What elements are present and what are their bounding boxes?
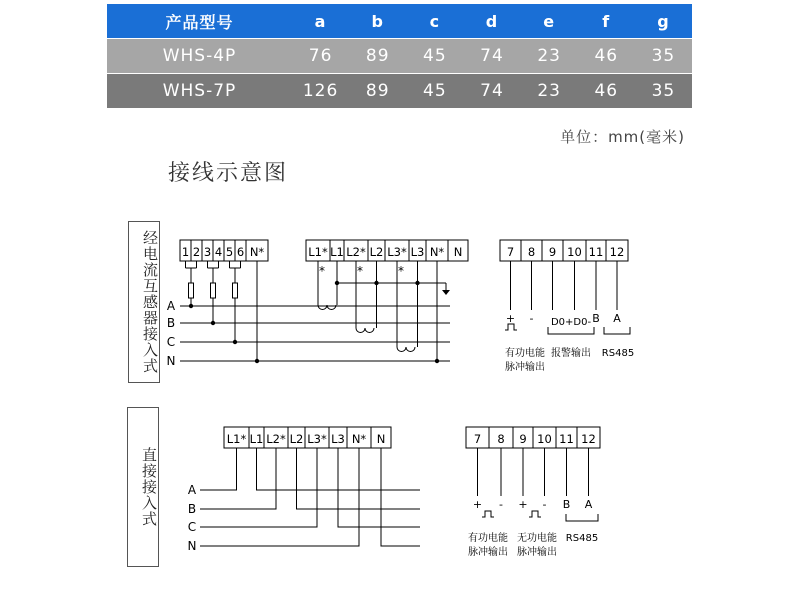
polarity-label: A (584, 498, 593, 511)
table-cell: 45 (406, 74, 463, 109)
table-cell: WHS-4P (107, 39, 292, 74)
polarity-label: + (505, 312, 516, 325)
pulse-symbol (529, 511, 541, 517)
ct-connection-label: 经电流互感器接入式 (128, 221, 160, 383)
bracket (548, 327, 594, 334)
ct-terminal-label: 5 (225, 245, 234, 259)
output-terminal-label: 12 (581, 432, 596, 446)
ct-terminal-label: 6 (236, 245, 245, 259)
output-label: RS485 (565, 533, 599, 544)
polarity-label: B (592, 312, 600, 325)
junction-dot (435, 359, 439, 363)
phase-label: A (187, 483, 197, 497)
ct-wiring-diagram (167, 240, 635, 373)
direct-wiring-diagram (188, 427, 600, 558)
junction-dot (335, 281, 339, 285)
header-cell: d (463, 4, 520, 39)
table-cell: 45 (406, 39, 463, 74)
header-cell: f (578, 4, 635, 39)
voltage-terminal-label: L1 (249, 432, 264, 446)
output-label: 脉冲输出 (517, 547, 557, 558)
junction-dot (415, 281, 419, 285)
output-label: 脉冲输出 (505, 362, 545, 373)
voltage-terminal-label: L1* (308, 245, 328, 259)
voltage-terminal-label: L1 (330, 245, 344, 259)
junction-dot (189, 304, 193, 308)
polarity-mark: * (398, 264, 404, 278)
table-cell: 46 (578, 39, 635, 74)
fuse (233, 283, 238, 298)
polarity-mark: * (357, 264, 363, 278)
output-label: 脉冲输出 (468, 547, 508, 558)
voltage-terminal-label: L3* (387, 245, 407, 259)
phase-label: A (166, 299, 176, 313)
phase-label: B (187, 502, 197, 516)
header-cell: a (292, 4, 349, 39)
polarity-label: + (472, 498, 483, 511)
junction-dot (233, 340, 237, 344)
polarity-mark: * (319, 264, 325, 278)
ct-terminal-label: 3 (203, 245, 212, 259)
table-cell: 76 (292, 39, 349, 74)
header-cell: g (635, 4, 692, 39)
junction-dot (255, 359, 259, 363)
output-terminal-label: 8 (527, 245, 536, 259)
ct-terminal-label: N* (249, 245, 265, 259)
voltage-terminal-label: N* (429, 245, 445, 259)
ct-terminal-label: 1 (181, 245, 190, 259)
wire (381, 448, 420, 546)
table-cell: 89 (349, 39, 406, 74)
output-terminal-label: 7 (506, 245, 515, 259)
output-terminal-label: 12 (609, 245, 625, 259)
output-terminal-label: 10 (537, 432, 552, 446)
table-cell: 126 (292, 74, 349, 109)
output-label: RS485 (601, 348, 635, 359)
voltage-terminal-label: L3* (307, 432, 327, 446)
fuse (211, 283, 216, 298)
direct-connection-label: 直接接入式 (127, 407, 159, 567)
junction-dot (211, 321, 215, 325)
output-terminal-label: 11 (588, 245, 604, 259)
table-cell: 23 (521, 39, 578, 74)
table-cell: 74 (463, 39, 520, 74)
output-label: 有功电能 (468, 533, 508, 544)
pulse-symbol (482, 511, 494, 517)
voltage-terminal-label: N (453, 245, 463, 259)
ct-coil (356, 328, 374, 333)
polarity-label: - (499, 498, 503, 511)
header-cell: 产品型号 (107, 4, 292, 39)
voltage-terminal-label: L3 (410, 245, 425, 259)
table-cell: 74 (463, 74, 520, 109)
output-terminal-label: 11 (559, 432, 574, 446)
wire (200, 448, 359, 546)
phase-label: C (187, 520, 197, 534)
voltage-terminal-label: L2 (289, 432, 304, 446)
phase-label: N (187, 539, 197, 553)
polarity-label: - (529, 312, 534, 325)
table-cell: 89 (349, 74, 406, 109)
header-cell: c (406, 4, 463, 39)
voltage-terminal-label: L3 (331, 432, 345, 446)
fuse (189, 283, 194, 298)
bracket (566, 514, 598, 521)
bracket (604, 327, 630, 334)
table-cell: 23 (521, 74, 578, 109)
wire (200, 448, 317, 527)
polarity-label: + (518, 498, 528, 511)
output-terminal-label: 7 (473, 432, 482, 446)
header-cell: e (521, 4, 578, 39)
ground-symbol (442, 290, 450, 295)
phase-label: C (166, 335, 176, 349)
polarity-label: B (562, 498, 571, 511)
output-terminal-label: 9 (548, 245, 557, 259)
ct-coil (397, 347, 415, 352)
polarity-label: A (613, 312, 621, 325)
voltage-terminal-label: L2 (369, 245, 384, 259)
table-cell: 35 (635, 74, 692, 109)
output-label: 报警输出 (551, 348, 591, 359)
header-cell: b (349, 4, 406, 39)
unit-note: 单位：mm(毫米) (560, 128, 685, 146)
phase-label: N (166, 354, 176, 368)
ct-terminal-label: 2 (192, 245, 201, 259)
wire (200, 448, 237, 490)
voltage-terminal-label: L1* (226, 432, 247, 446)
output-label: 无功电能 (517, 533, 557, 544)
voltage-terminal-label: N* (351, 432, 367, 446)
voltage-terminal-label: L2* (346, 245, 366, 259)
output-terminal-label: 8 (497, 432, 505, 446)
output-terminal-label: 9 (519, 432, 527, 446)
output-terminal-label: 10 (567, 245, 582, 259)
output-label: 有功电能 (505, 348, 545, 359)
table-cell: 46 (578, 74, 635, 109)
table-cell: 35 (635, 39, 692, 74)
wire (338, 448, 420, 527)
ct-terminal-label: 4 (214, 245, 223, 259)
wire (200, 448, 276, 509)
polarity-label: - (542, 498, 547, 511)
table-cell: WHS-7P (107, 74, 292, 109)
phase-label: B (166, 316, 176, 330)
voltage-terminal-label: N (376, 432, 386, 446)
wire (297, 448, 421, 509)
section-title: 接线示意图 (168, 161, 289, 186)
voltage-terminal-label: L2* (266, 432, 286, 446)
polarity-label: D0+D0- (550, 317, 592, 328)
junction-dot (374, 281, 378, 285)
